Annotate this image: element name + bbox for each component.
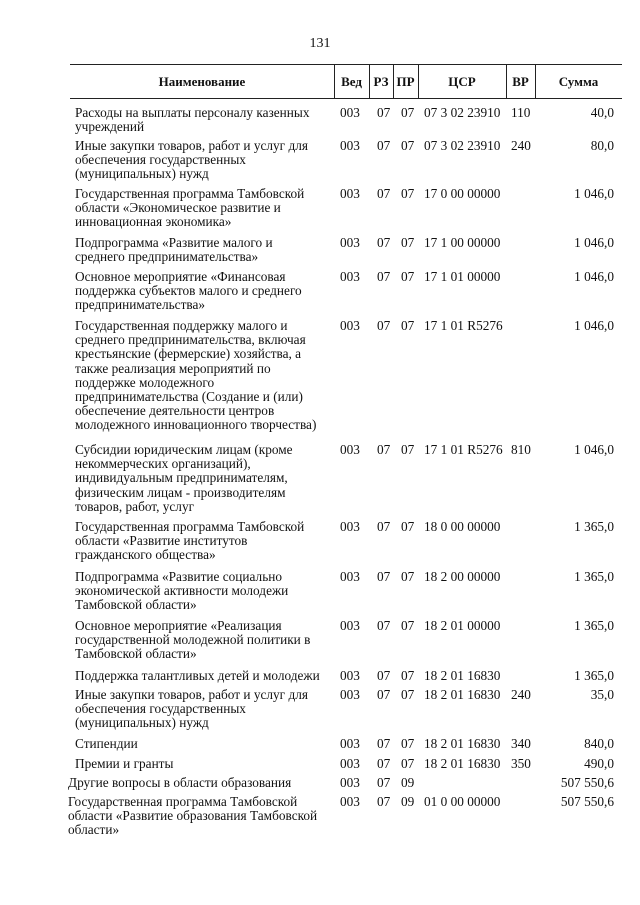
row-ved: 003 bbox=[340, 756, 360, 771]
row-rz: 07 bbox=[377, 318, 391, 333]
row-sum: 35,0 bbox=[590, 687, 614, 702]
row-pr: 07 bbox=[401, 618, 415, 633]
row-ved: 003 bbox=[340, 668, 360, 683]
row-pr: 07 bbox=[401, 569, 415, 584]
row-ved: 003 bbox=[340, 442, 360, 457]
row-rz: 07 bbox=[377, 269, 391, 284]
row-name: Поддержка талантливых детей и молодежи bbox=[75, 668, 320, 683]
row-ved: 003 bbox=[340, 794, 360, 809]
row-sum: 1 365,0 bbox=[574, 618, 614, 633]
row-rz: 07 bbox=[377, 794, 391, 809]
row-pr: 07 bbox=[401, 186, 415, 201]
row-pr: 07 bbox=[401, 138, 415, 153]
row-sum: 1 046,0 bbox=[574, 269, 614, 284]
row-rz: 07 bbox=[377, 235, 391, 250]
row-csr: 18 2 00 00000 bbox=[424, 569, 501, 584]
row-rz: 07 bbox=[377, 442, 391, 457]
row-csr: 18 0 00 00000 bbox=[424, 519, 501, 534]
header-pr: ПР bbox=[396, 74, 415, 89]
row-csr: 18 2 01 00000 bbox=[424, 618, 501, 633]
header-rz: РЗ bbox=[373, 74, 389, 89]
page-number: 131 bbox=[309, 36, 331, 51]
header-ved: Вед bbox=[341, 74, 362, 89]
row-rz: 07 bbox=[377, 775, 391, 790]
row-name: Премии и гранты bbox=[75, 756, 174, 771]
row-ved: 003 bbox=[340, 775, 360, 790]
row-name: Иные закупки товаров, работ и услуг для обеспечения государственных (муниципальных) нужд bbox=[75, 687, 308, 731]
row-sum: 1 365,0 bbox=[574, 668, 614, 683]
row-name: Подпрограмма «Развитие малого и среднего предпринимательства» bbox=[75, 235, 273, 265]
row-pr: 07 bbox=[401, 519, 415, 534]
row-rz: 07 bbox=[377, 687, 391, 702]
row-sum: 80,0 bbox=[590, 138, 614, 153]
row-name: Государственная программа Тамбовской области «Развитие образования Тамбовской области» bbox=[68, 794, 318, 838]
row-csr: 17 1 01 00000 bbox=[424, 269, 501, 284]
row-vr: 810 bbox=[511, 442, 531, 457]
row-name: Субсидии юридическим лицам (кроме некоммерческих организаций), индивидуальным предпринимателям, физическим лицам - производителям товаров, работ, услуг bbox=[75, 442, 293, 514]
row-sum: 840,0 bbox=[584, 736, 614, 751]
table-header bbox=[70, 64, 622, 99]
row-pr: 09 bbox=[401, 794, 415, 809]
row-csr: 17 1 01 R5276 bbox=[424, 442, 503, 457]
row-sum: 507 550,6 bbox=[560, 794, 614, 809]
row-name: Государственная программа Тамбовской области «Экономическое развитие и инновационная экономика» bbox=[75, 186, 305, 230]
row-rz: 07 bbox=[377, 138, 391, 153]
row-name: Другие вопросы в области образования bbox=[68, 775, 292, 790]
row-ved: 003 bbox=[340, 687, 360, 702]
row-pr: 07 bbox=[401, 442, 415, 457]
row-name: Иные закупки товаров, работ и услуг для обеспечения государственных (муниципальных) нужд bbox=[75, 138, 308, 182]
row-pr: 07 bbox=[401, 687, 415, 702]
row-rz: 07 bbox=[377, 668, 391, 683]
row-sum: 1 046,0 bbox=[574, 442, 614, 457]
row-pr: 07 bbox=[401, 269, 415, 284]
row-ved: 003 bbox=[340, 105, 360, 120]
row-name: Подпрограмма «Развитие социально экономической активности молодежи Тамбовской области» bbox=[75, 569, 289, 613]
row-sum: 40,0 bbox=[590, 105, 614, 120]
row-ved: 003 bbox=[340, 186, 360, 201]
row-pr: 07 bbox=[401, 318, 415, 333]
header-name: Наименование bbox=[158, 74, 246, 89]
row-pr: 09 bbox=[401, 775, 415, 790]
row-csr: 17 1 00 00000 bbox=[424, 235, 501, 250]
row-csr: 17 1 01 R5276 bbox=[424, 318, 503, 333]
row-pr: 07 bbox=[401, 105, 415, 120]
row-csr: 18 2 01 16830 bbox=[424, 687, 501, 702]
row-csr: 18 2 01 16830 bbox=[424, 756, 501, 771]
row-rz: 07 bbox=[377, 105, 391, 120]
row-vr: 110 bbox=[511, 105, 531, 120]
row-csr: 01 0 00 00000 bbox=[424, 794, 501, 809]
row-vr: 240 bbox=[511, 138, 531, 153]
row-vr: 240 bbox=[511, 687, 531, 702]
row-ved: 003 bbox=[340, 618, 360, 633]
row-ved: 003 bbox=[340, 138, 360, 153]
row-csr: 07 3 02 23910 bbox=[424, 105, 501, 120]
row-vr: 340 bbox=[511, 736, 531, 751]
row-rz: 07 bbox=[377, 519, 391, 534]
row-name: Стипендии bbox=[75, 736, 138, 751]
row-name: Государственная поддержку малого и среднего предпринимательства, включая крестьянские (фермерские) хозяйства, а также реализация мероприятий по поддержке молодежного предпринимательства (Создание и (или) обеспечение деятельности центров молодежного инновационного творчества) bbox=[75, 318, 317, 433]
row-pr: 07 bbox=[401, 736, 415, 751]
row-rz: 07 bbox=[377, 736, 391, 751]
row-ved: 003 bbox=[340, 519, 360, 534]
row-csr: 18 2 01 16830 bbox=[424, 736, 501, 751]
row-rz: 07 bbox=[377, 569, 391, 584]
row-csr: 18 2 01 16830 bbox=[424, 668, 501, 683]
row-csr: 07 3 02 23910 bbox=[424, 138, 501, 153]
header-sum: Сумма bbox=[558, 74, 599, 89]
row-rz: 07 bbox=[377, 186, 391, 201]
row-name: Расходы на выплаты персоналу казенных учреждений bbox=[75, 105, 310, 135]
header-csr: ЦСР bbox=[448, 74, 476, 89]
row-name: Основное мероприятие «Реализация государственной молодежной политики в Тамбовской области» bbox=[75, 618, 311, 662]
row-sum: 1 046,0 bbox=[574, 235, 614, 250]
row-ved: 003 bbox=[340, 318, 360, 333]
row-sum: 1 046,0 bbox=[574, 318, 614, 333]
row-sum: 507 550,6 bbox=[560, 775, 614, 790]
row-ved: 003 bbox=[340, 569, 360, 584]
row-ved: 003 bbox=[340, 235, 360, 250]
header-vr: ВР bbox=[512, 74, 529, 89]
row-csr: 17 0 00 00000 bbox=[424, 186, 501, 201]
row-sum: 1 365,0 bbox=[574, 569, 614, 584]
row-ved: 003 bbox=[340, 736, 360, 751]
row-vr: 350 bbox=[511, 756, 531, 771]
row-name: Основное мероприятие «Финансовая поддержка субъектов малого и среднего предпринимательства» bbox=[75, 269, 302, 313]
row-sum: 490,0 bbox=[584, 756, 614, 771]
row-sum: 1 046,0 bbox=[574, 186, 614, 201]
row-name: Государственная программа Тамбовской области «Развитие институтов гражданского общества» bbox=[75, 519, 305, 563]
row-ved: 003 bbox=[340, 269, 360, 284]
row-pr: 07 bbox=[401, 668, 415, 683]
row-rz: 07 bbox=[377, 618, 391, 633]
row-pr: 07 bbox=[401, 756, 415, 771]
row-sum: 1 365,0 bbox=[574, 519, 614, 534]
row-rz: 07 bbox=[377, 756, 391, 771]
row-pr: 07 bbox=[401, 235, 415, 250]
